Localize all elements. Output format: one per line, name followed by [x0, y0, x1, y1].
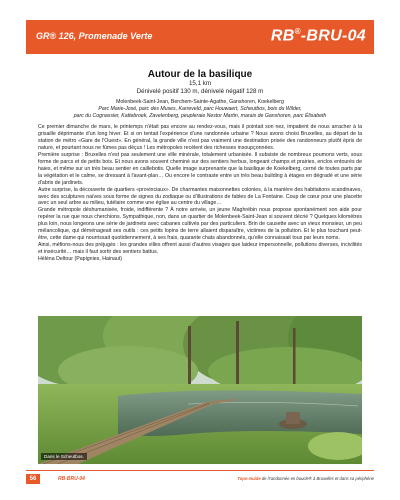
paragraph: Grande métropole déshumanisée, froide, indifférente ? À notre arrivée, un jeune Maghrébin nous propose spontanément son aide pour repérer la rue que nous cherchions. Sympathique, non, dans un quartier de Molenbeek-Saint-Jean si souvent décrié ? Quelques kilomètres plus loin, nous longeons une série de jardinets avec cabanes cultivés par des particuliers. Brin de causette avec un vieux monsieur, un peu mélancolique, qui déménageait ses outils : ces petits lopins de terre allaient disparaître, victimes de la pollution. Et le plus touchant peut-être, cette dame qui nourrissait quotidiennement, à ses frais, quarante chats abandonnés, qu'elle connaissait tous par leurs noms.	[38, 207, 362, 242]
signature: Hélèna Deltour (Papignies, Hainaut)	[38, 256, 123, 263]
section-heading	[0, 69, 400, 96]
photo-caption: Dans le Scheutbos.	[41, 453, 87, 460]
paragraph: Ainsi, méfions-nous des préjugés : les grandes villes offrent aussi d'autres visages que laideur impersonnelle, pollutions diverses, incivilités et insécurité… mais il faut sortir des sentiers battus.	[38, 242, 362, 256]
paragraph: Autre surprise, la découverte de quartiers «provinciaux». De charmantes maisonnettes colonies, à la manière des habitations scandinaves, avec des sculptures naïves sous forme de signes du zodiaque ou d'illustrations de fables de La Fontaine. Coup de cœur pour une placette avec un seul arbre au milieu, tutélaire comme une église au centre du village…	[38, 186, 362, 207]
sites-line-2: parc du Cognassier, Kattebroek, Zavelenberg, peupleraie Nestor Martin, marais de Ganshoren, parc Élisabeth	[73, 113, 327, 119]
distance: 15,1 km	[188, 80, 211, 87]
page-footer	[26, 470, 374, 483]
municipalities: Molenbeek-Saint-Jean, Berchem-Sainte-Agathe, Ganshoren, Koekelberg	[116, 99, 284, 105]
header-banner	[26, 20, 374, 54]
article-body	[38, 124, 362, 263]
gr-label: GR® 126, Promenade Verte	[36, 31, 153, 41]
footer-guide-reference	[237, 476, 374, 481]
route-code-prefix: RB	[270, 27, 295, 45]
footer-route-code: RB-BRU-04	[58, 476, 85, 482]
paragraph: Ce premier dimanche de mars, le printemps n'était pas encore au rendez-vous, mais il pointait son nez, impatient de nous arracher à la grisaille déprimante d'un long hiver. Et si on tentait l'expérience d'une randonnée urbaine ? Nous avons choisi Bruxelles, au départ de la station de métro «Gare de l'Ouest». En général, la grande ville n'est pas vraiment une destination prisée des randonneurs plutôt épris de nature, et pourtant nous ne fûmes pas déçus ! Les métropoles recèlent des richesses insoupçonnées.	[38, 124, 362, 151]
route-code-suffix: -BRU-04	[300, 27, 366, 45]
elevation: Dénivelé positif 130 m, dénivelé négatif 128 m	[136, 88, 264, 95]
places-list	[38, 99, 362, 120]
sites-line-1: Parc Marie-José, parc des Muses, Karreveld, parc Houwaert, Scheutbos, bois du Wilder,	[98, 106, 302, 112]
page-number: 56	[26, 474, 40, 484]
route-code-sup: ®	[294, 27, 301, 36]
section-title: Autour de la basilique	[147, 69, 253, 80]
paragraph: Première surprise : Bruxelles n'est pas seulement une ville minérale, totalement urbanisée. Il subsiste de nombreux poumons verts, sous forme de parcs et de petits bois. Et nous avons souvent cheminé sur des sentiers herbus, longeant champs et prairies, enclos entourés de haies, et même sur un très beau sentier en caillebotis. Quelle image surprenante que la basilique de Koekelberg, cerné de toutes parts par la végétation et le calme, se dressant à l'avant-plan… Ou encore le contraste entre un très beau building à étages en dégradé et une série d'abris de jardinets.	[38, 151, 362, 186]
photo-scheutbos	[38, 316, 362, 464]
guide-description: de l'randonnée en boucle® à Bruxelles et dans sa périphérie	[260, 476, 374, 481]
photo-illustration	[38, 316, 362, 464]
route-code	[271, 27, 366, 45]
guide-name: Topo-Guide	[237, 476, 261, 481]
